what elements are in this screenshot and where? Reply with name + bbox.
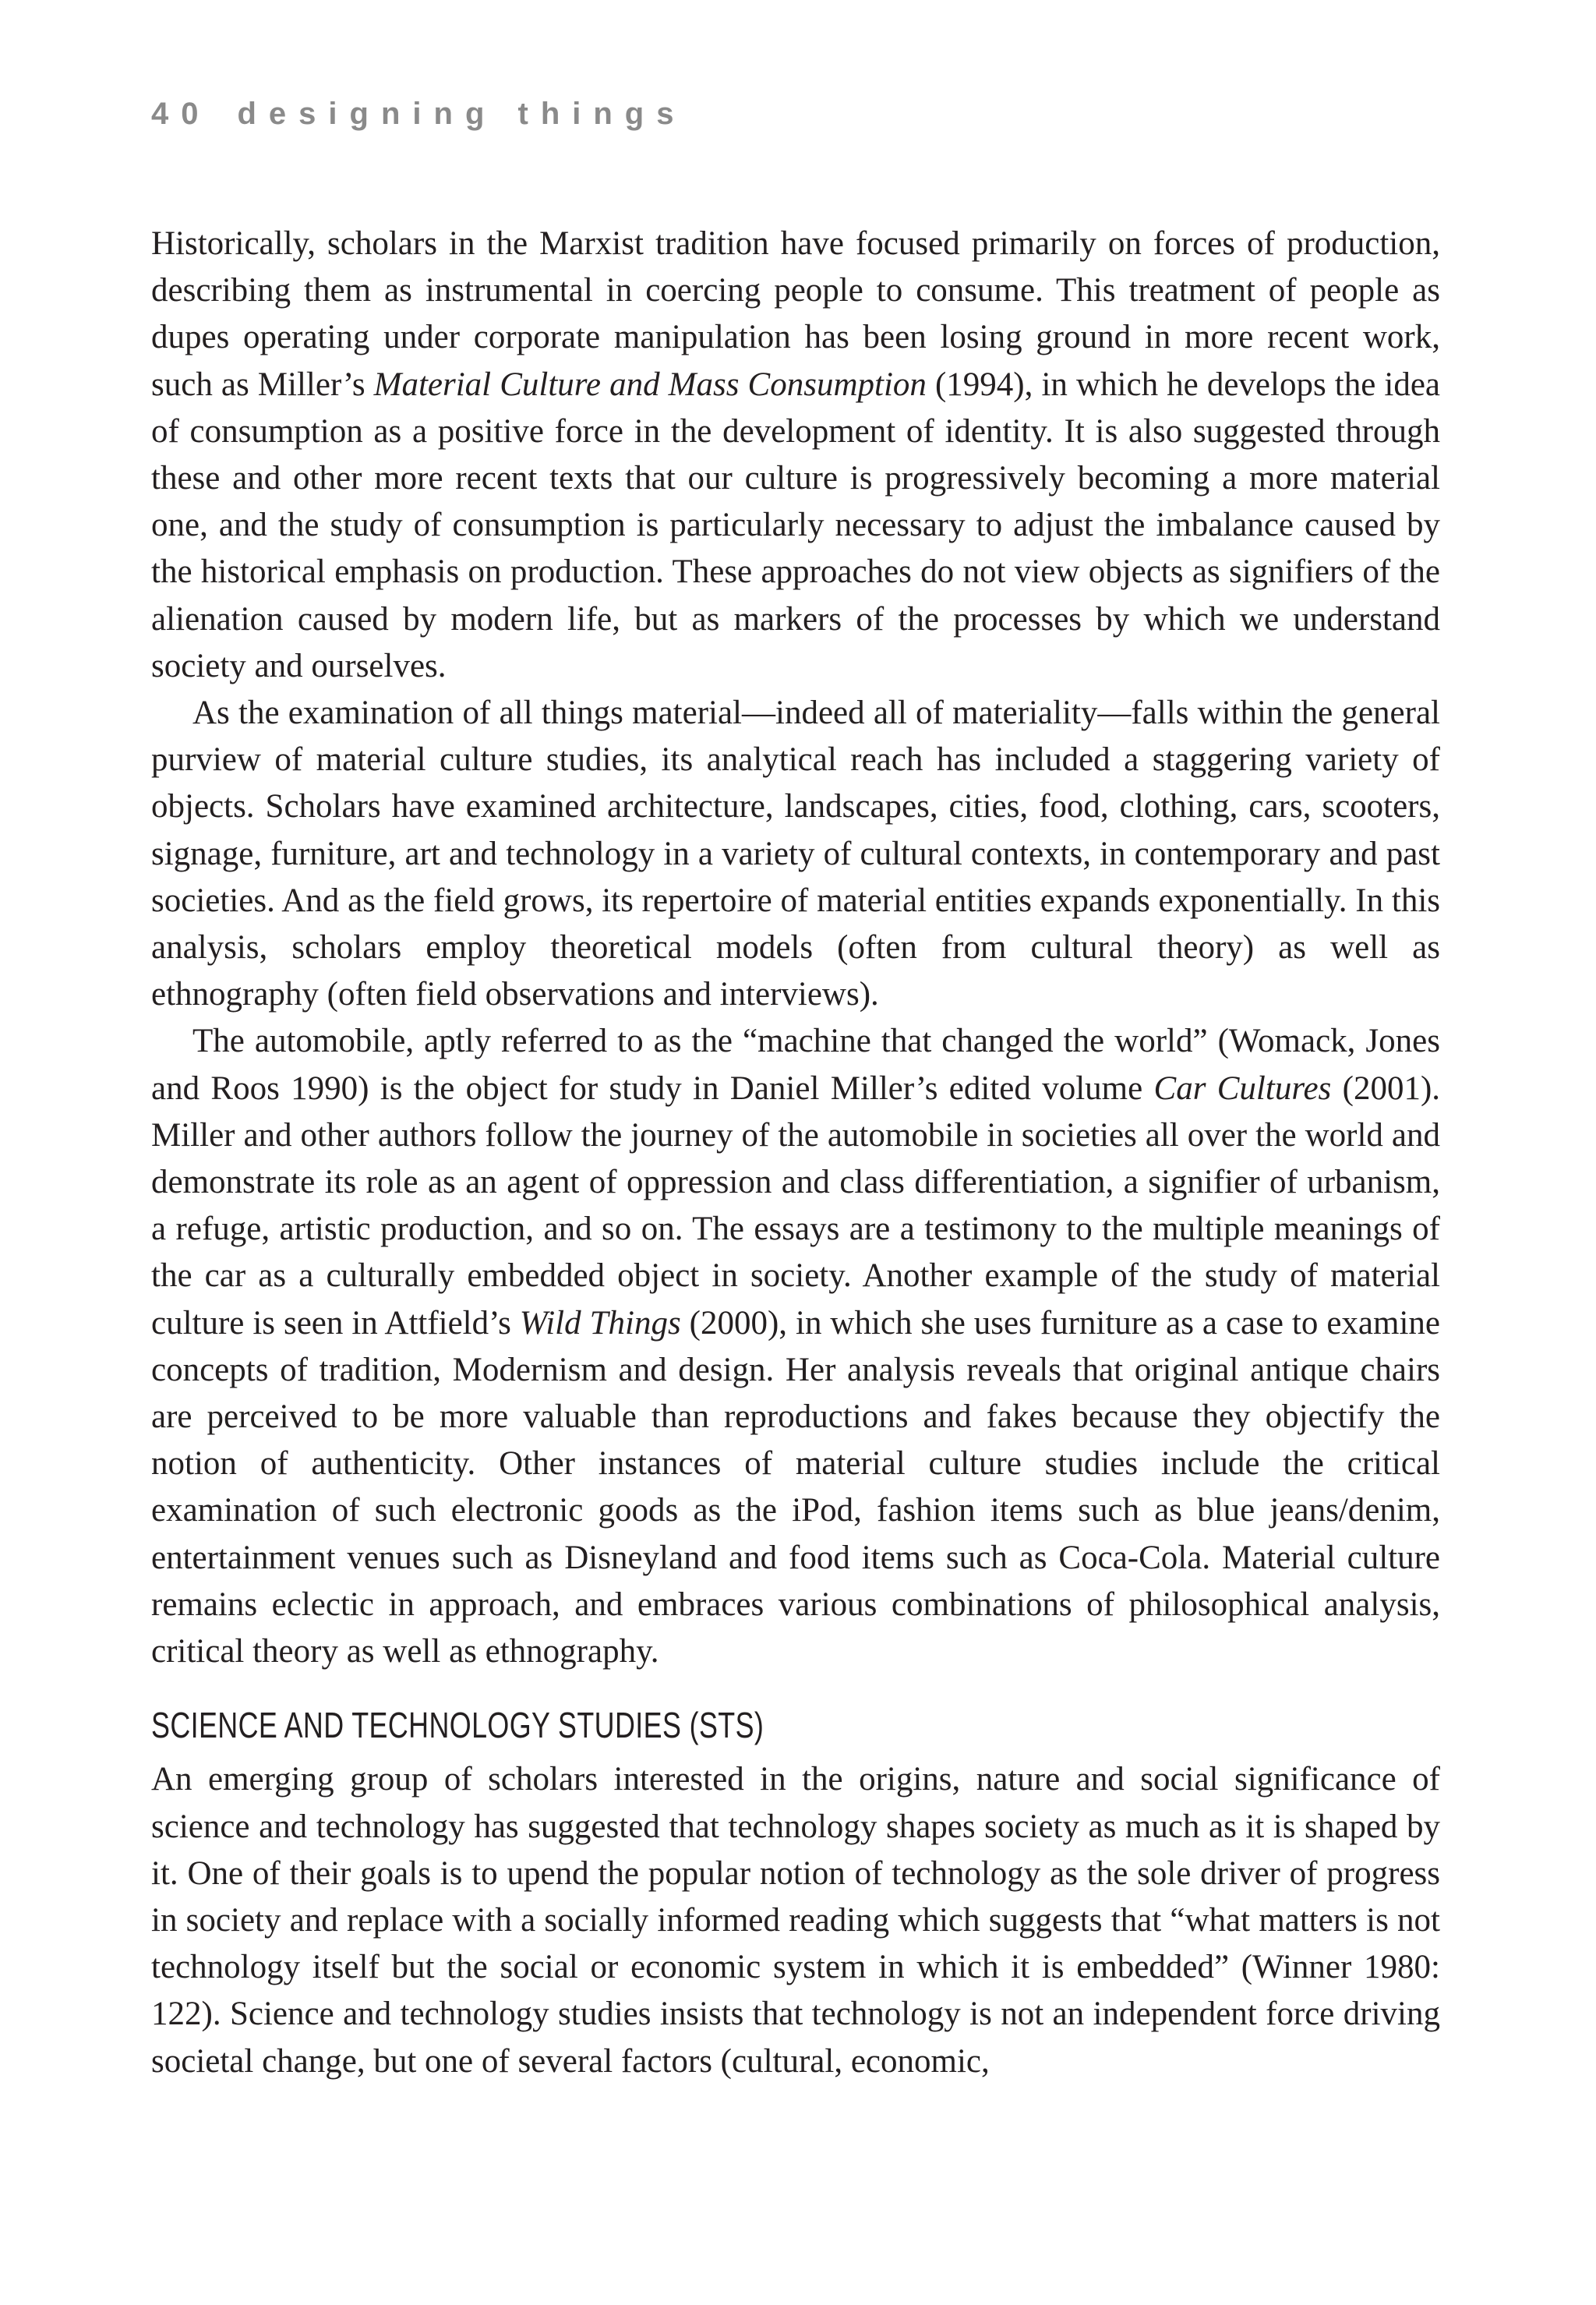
running-title: designing things — [237, 97, 687, 131]
paragraph-2-text-1: As the examination of all things material—indeed all of materiality—falls within the general purview of material culture studies, its analytical reach has included a staggering variety of objects. Scholars have examined architecture, landscapes, cities, food, clothing, cars, scooters, signage, furniture, art and technology in a variety of cultural contexts, in contemporary and past societies. And as the field grows, its repertoire of material entities expands exponentially. In this analysis, scholars employ theoretical models (often from cultural theory) as well as ethnography (often field observations and interviews). — [151, 695, 1440, 1013]
section-heading-sts: SCIENCE AND TECHNOLOGY STUDIES (STS) — [151, 1705, 764, 1746]
paragraph-sts — [151, 1756, 1440, 2084]
paragraph-1 — [151, 221, 1440, 690]
paragraph-3-text-2: (2001). Miller and other authors follow the journey of the automobile in societies all over the world and demonstrate its role as an agent of oppression and class differentiation, a signifier of urbanism, a refuge, artistic production, and so on. The essays are a testimony to the multiple meanings of the car as a culturally embedded object in society. Another example of the study of material culture is seen in Attfield’s — [151, 1069, 1441, 1342]
running-head — [151, 97, 686, 132]
book-title-wild-things: Wild Things — [519, 1304, 681, 1342]
paragraph-3-text-3: (2000), in which she uses furniture as a case to examine concepts of tradition, Modernism and design. Her analysis reveals that original antique chairs are perceived to be more valuable than reproductions and fakes because they objectify the notion of authenticity. Other instances of material culture studies include the critical examination of such electronic goods as the iPod, fashion items such as blue jeans/denim, entertainment venues such as Disneyland and food items such as Coca-Cola. Material culture remains eclectic in approach, and embraces various combinations of philosophical analysis, critical theory as well as ethnography. — [151, 1304, 1440, 1670]
paragraph-3 — [151, 1018, 1440, 1675]
book-title-material-culture: Material Culture and Mass Consumption — [373, 366, 927, 403]
paragraph-sts-text: An emerging group of scholars interested in the origins, nature and social significance of science and technology has suggested that technology shapes society as much as it is shaped by it. One of their goals is to upend the popular notion of technology as the sole driver of progress in society and replace with a socially informed reading which suggests that “what matters is not technology itself but the social or economic system in which it is embedded” (Winner 1980: 122). Science and technology studies insists that technology is not an independent force driving societal change, but one of several factors (cultural, economic, — [151, 1761, 1440, 2080]
paragraph-1-text-1: Historically, scholars in the Marxist tradition have focused primarily on forces of production, describing them as instrumental in coercing people to consume. This treatment of people as dupes operating under corporate manipulation has been losing ground in more recent work, such as Miller’s — [151, 225, 1440, 403]
book-title-car-cultures: Car Cultures — [1153, 1069, 1332, 1107]
paragraph-3-text-1: The automobile, aptly referred to as the “machine that changed the world” (Womack, Jones and Roos 1990) is the object for study in Daniel Miller’s edited volume — [151, 1023, 1440, 1107]
page-number: 40 — [151, 97, 211, 131]
paragraph-2 — [151, 690, 1440, 1018]
main-text — [151, 221, 1440, 2085]
paragraph-1-text-2: (1994), in which he develops the idea of consumption as a positive force in the development of identity. It is also suggested through these and other more recent texts that our culture is progressively becoming a more material one, and the study of consumption is particularly necessary to adjust the imbalance caused by the historical emphasis on production. These approaches do not view objects as signifiers of the alienation caused by modern life, but as markers of the processes by which we understand society and ourselves. — [151, 366, 1440, 684]
